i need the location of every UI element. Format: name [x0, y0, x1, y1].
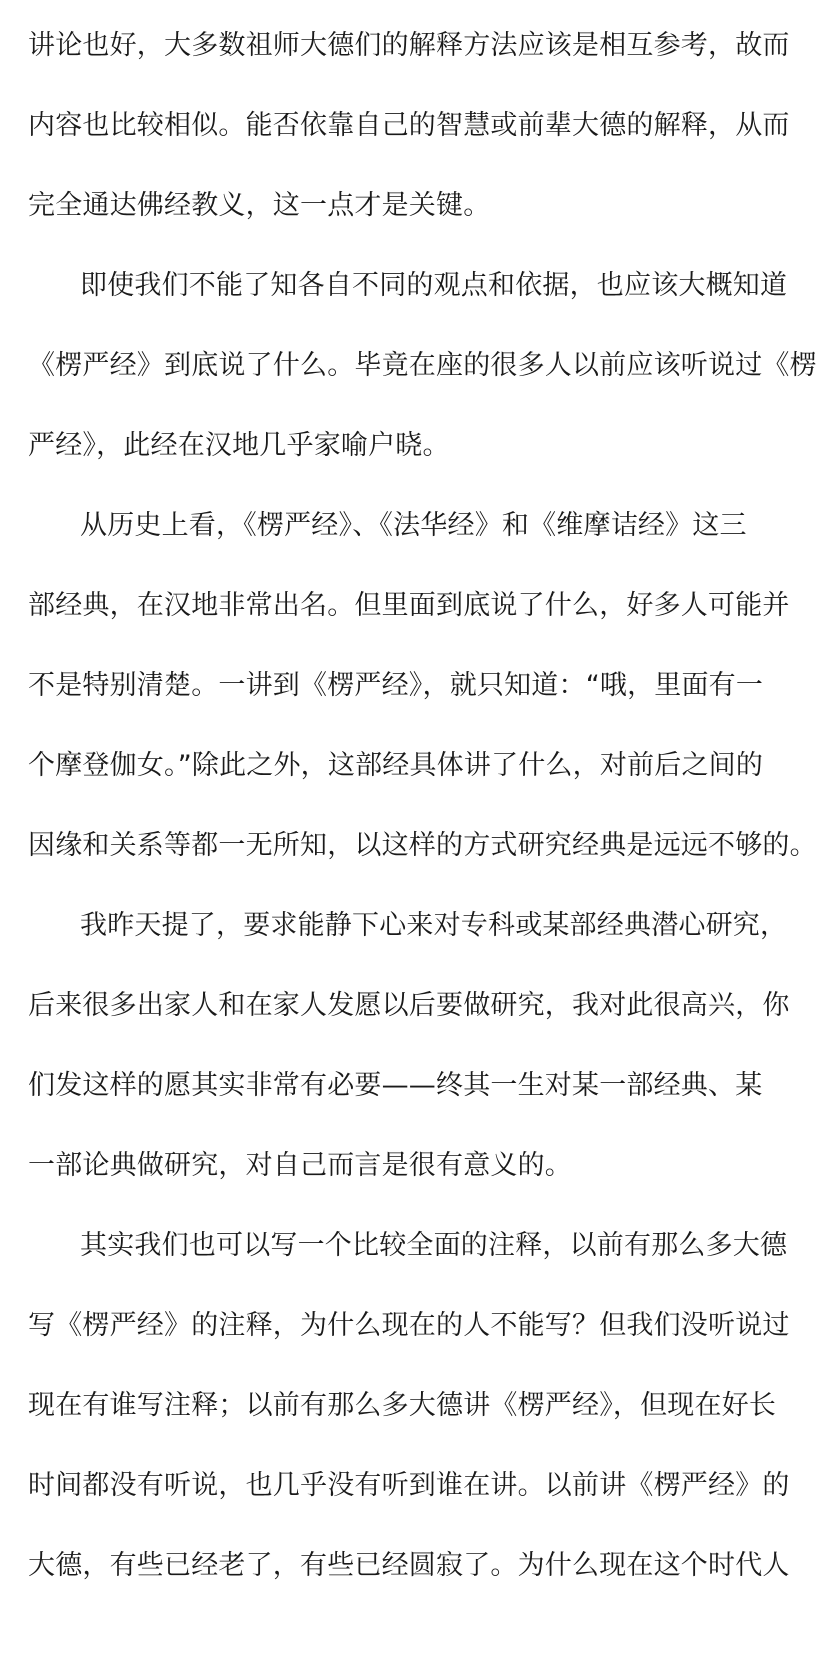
- paragraph-1: [28, 6, 808, 246]
- paragraph-2: [28, 246, 817, 486]
- text-line: 即使我们不能了知各自不同的观点和依据，也应该大概知道: [80, 270, 788, 301]
- text-line: 大德，有些已经老了，有些已经圆寂了。为什么现在这个时代人: [28, 1550, 790, 1581]
- text-line: 写《楞严经》的注释，为什么现在的人不能写？但我们没听说过: [28, 1310, 790, 1341]
- text-line: 其实我们也可以写一个比较全面的注释，以前有那么多大德: [80, 1230, 788, 1261]
- text-line: 因缘和关系等都一无所知，以这样的方式研究经典是远远不够的。: [28, 830, 817, 861]
- paragraph-3: [28, 486, 817, 886]
- text-line: 现在有谁写注释；以前有那么多大德讲《楞严经》，但现在好长: [28, 1390, 777, 1421]
- article-body: [28, 0, 817, 1606]
- text-line: 内容也比较相似。能否依靠自己的智慧或前辈大德的解释，从而: [28, 110, 790, 141]
- paragraph-5: [28, 1206, 808, 1606]
- text-line: 们发这样的愿其实非常有必要——终其一生对某一部经典、某: [28, 1070, 763, 1101]
- text-line: 部经典，在汉地非常出名。但里面到底说了什么，好多人可能并: [28, 590, 790, 621]
- text-line: 严经》，此经在汉地几乎家喻户晓。: [28, 430, 450, 461]
- text-line: 从历史上看，《楞严经》、《法华经》和《维摩诘经》这三: [80, 510, 747, 541]
- text-line: 讲论也好，大多数祖师大德们的解释方法应该是相互参考，故而: [28, 30, 790, 61]
- text-line: 不是特别清楚。一讲到《楞严经》，就只知道：“哦，里面有一: [28, 670, 764, 701]
- text-line: 《楞严经》到底说了什么。毕竟在座的很多人以前应该听说过《楞: [28, 350, 817, 381]
- text-line: 后来很多出家人和在家人发愿以后要做研究，我对此很高兴，你: [28, 990, 790, 1021]
- text-line: 一部论典做研究，对自己而言是很有意义的。: [28, 1150, 572, 1181]
- text-line: 完全通达佛经教义，这一点才是关键。: [28, 190, 491, 221]
- text-line: 时间都没有听说，也几乎没有听到谁在讲。以前讲《楞严经》的: [28, 1470, 790, 1501]
- text-line: 我昨天提了，要求能静下心来对专科或某部经典潜心研究，: [80, 910, 788, 941]
- paragraph-4: [28, 886, 808, 1206]
- text-line: 个摩登伽女。”除此之外，这部经具体讲了什么，对前后之间的: [28, 750, 764, 781]
